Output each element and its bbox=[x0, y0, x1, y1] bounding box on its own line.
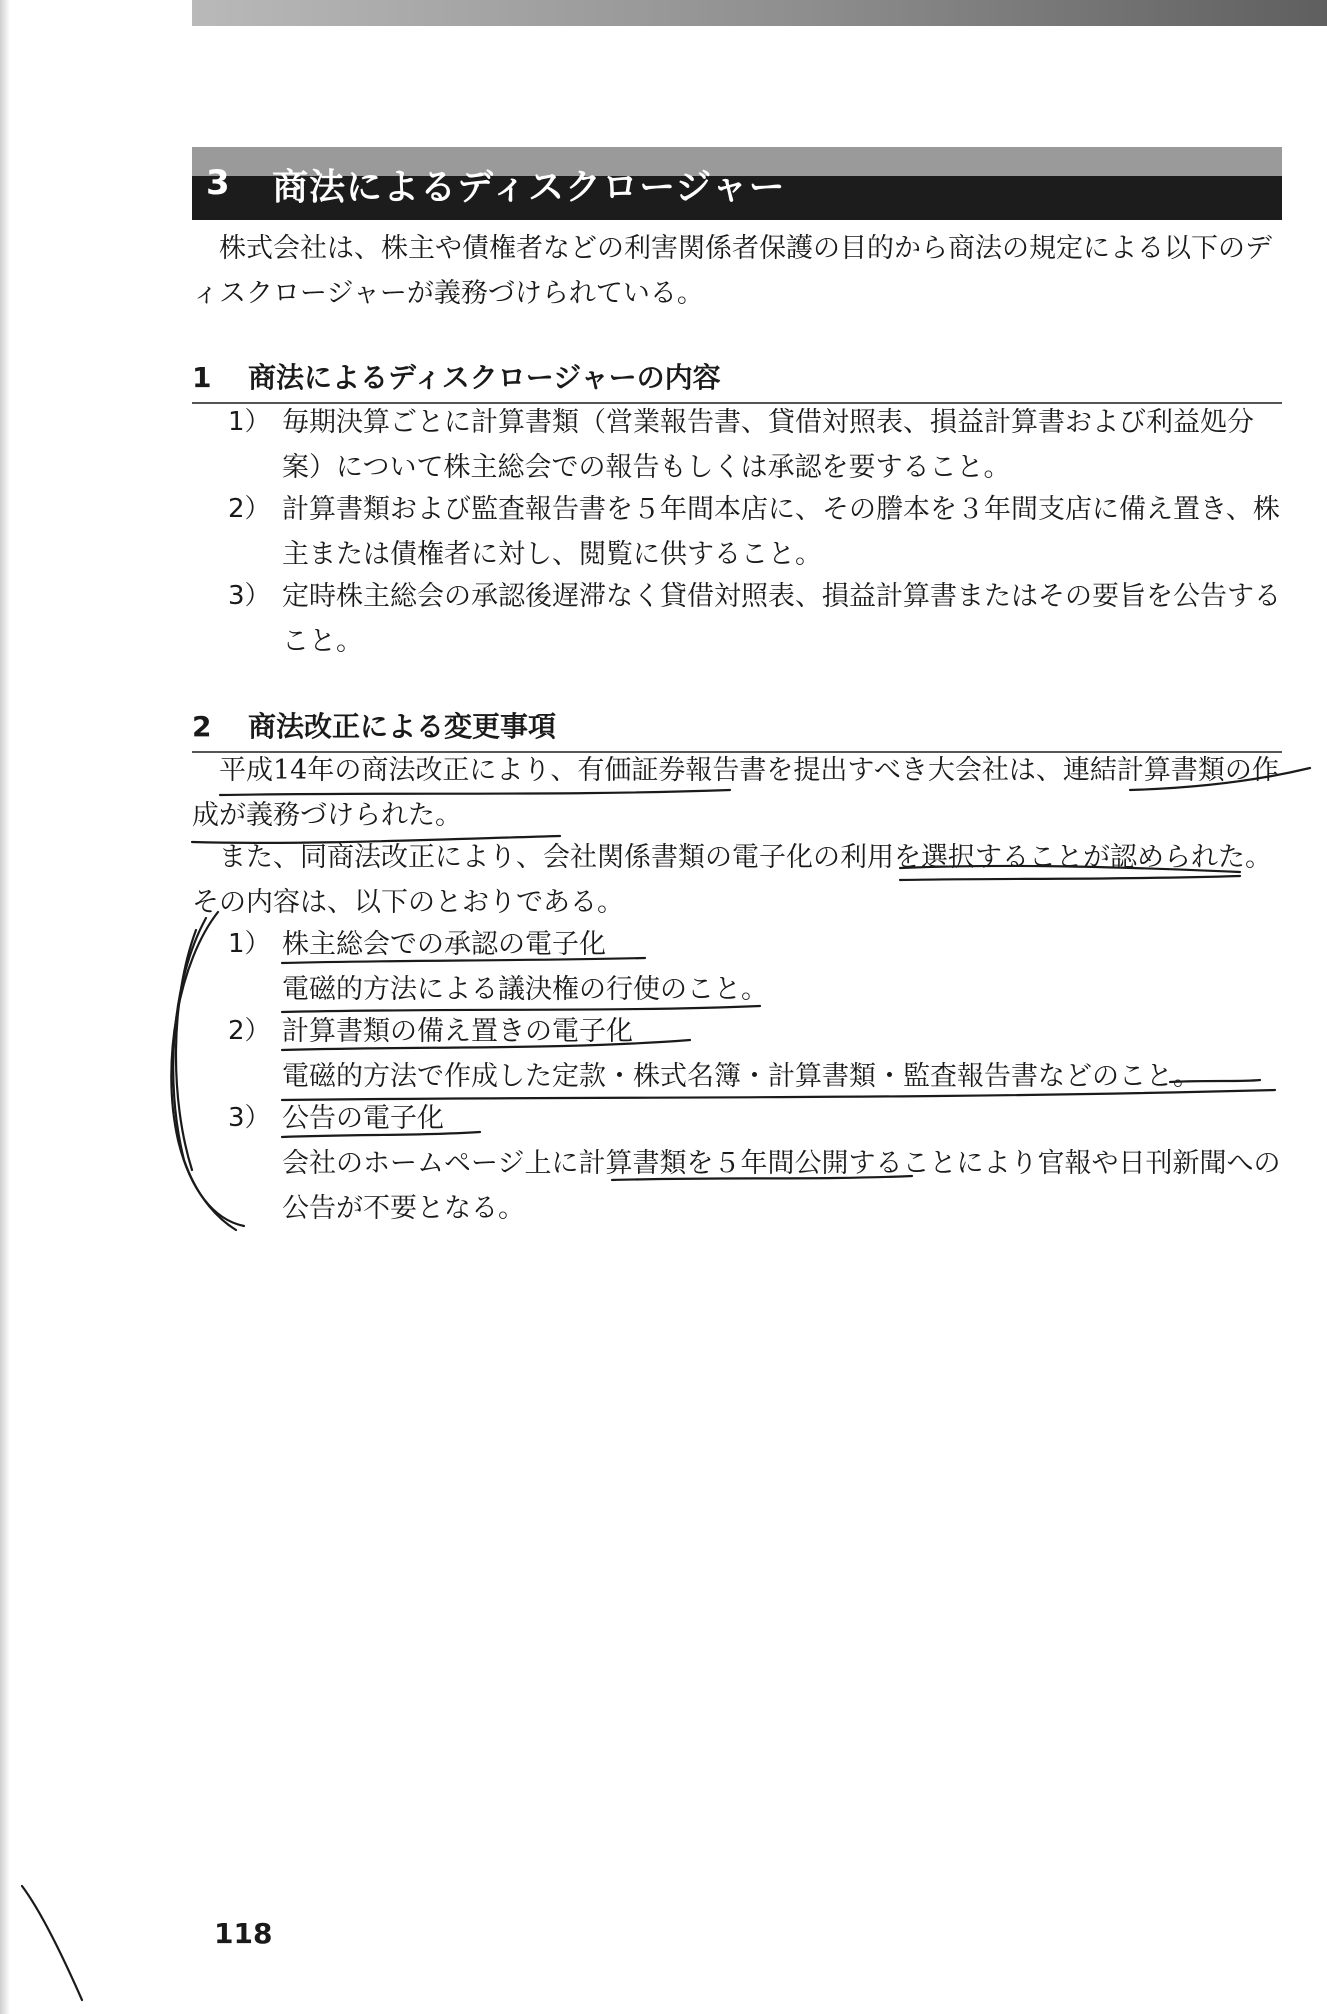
section-2-paragraph-2: また、同商法改正により、会社関係書類の電子化の利用を選択することが認められた。その内容は、以下のとおりである。 bbox=[192, 842, 1272, 918]
item-marker: 2） bbox=[228, 1016, 271, 1046]
top-scan-strip bbox=[192, 0, 1327, 26]
margin-bracket bbox=[176, 930, 196, 1170]
section-1-item-2 bbox=[228, 487, 1282, 577]
section-1-heading bbox=[192, 356, 1282, 404]
item-title: 公告の電子化 bbox=[282, 1103, 444, 1134]
section-2-number: 2 bbox=[192, 710, 212, 743]
section-2-title: 商法改正による変更事項 bbox=[248, 710, 557, 743]
margin-bracket bbox=[173, 918, 236, 1230]
chapter-header bbox=[192, 147, 1282, 220]
section-1-item-1 bbox=[228, 400, 1282, 490]
item-marker: 3） bbox=[228, 581, 271, 611]
intro-paragraph: 株式会社は、株主や債権者などの利害関係者保護の目的から商法の規定による以下のディスクロージャーが義務づけられている。 bbox=[192, 233, 1272, 309]
section-1-number: 1 bbox=[192, 361, 212, 394]
page-edge-shadow bbox=[0, 0, 10, 2014]
section-2-heading bbox=[192, 705, 1282, 753]
item-description: 電磁的方法で作成した定款・株式名簿・計算書類・監査報告書などのこと。 bbox=[282, 1061, 1200, 1092]
item-marker: 2） bbox=[228, 494, 271, 524]
item-text: 毎期決算ごとに計算書類（営業報告書、貸借対照表、損益計算書および利益処分案）について株主総会での報告もしくは承認を要すること。 bbox=[282, 407, 1254, 483]
page-number: 118 bbox=[214, 1917, 273, 1950]
item-text: 定時株主総会の承認後遅滞なく貸借対照表、損益計算書またはその要旨を公告すること。 bbox=[282, 581, 1281, 657]
chapter-number: 3 bbox=[206, 163, 230, 203]
section-2-item-3 bbox=[228, 1096, 1282, 1231]
item-marker: 3） bbox=[228, 1103, 271, 1133]
item-description: 会社のホームページ上に計算書類を５年間公開することにより官報や日刊新聞への公告が不要となる。 bbox=[282, 1148, 1281, 1224]
item-marker: 1） bbox=[228, 929, 271, 959]
section-2-item-2 bbox=[228, 1009, 1282, 1099]
section-2-paragraph-1: 平成14年の商法改正により、有価証券報告書を提出すべき大会社は、連結計算書類の作成が義務づけられた。 bbox=[192, 755, 1279, 831]
item-marker: 1） bbox=[228, 407, 271, 437]
item-description: 電磁的方法による議決権の行使のこと。 bbox=[282, 974, 768, 1005]
section-1-item-3 bbox=[228, 574, 1282, 664]
corner-mark bbox=[22, 1886, 82, 2000]
section-1-title: 商法によるディスクロージャーの内容 bbox=[248, 361, 721, 394]
item-title: 計算書類の備え置きの電子化 bbox=[282, 1016, 633, 1047]
section-2-item-1 bbox=[228, 922, 1282, 1012]
chapter-title: 商法によるディスクロージャー bbox=[272, 167, 786, 208]
item-text: 計算書類および監査報告書を５年間本店に、その謄本を３年間支店に備え置き、株主または債権者に対し、閲覧に供すること。 bbox=[282, 494, 1280, 570]
item-title: 株主総会での承認の電子化 bbox=[282, 929, 606, 960]
